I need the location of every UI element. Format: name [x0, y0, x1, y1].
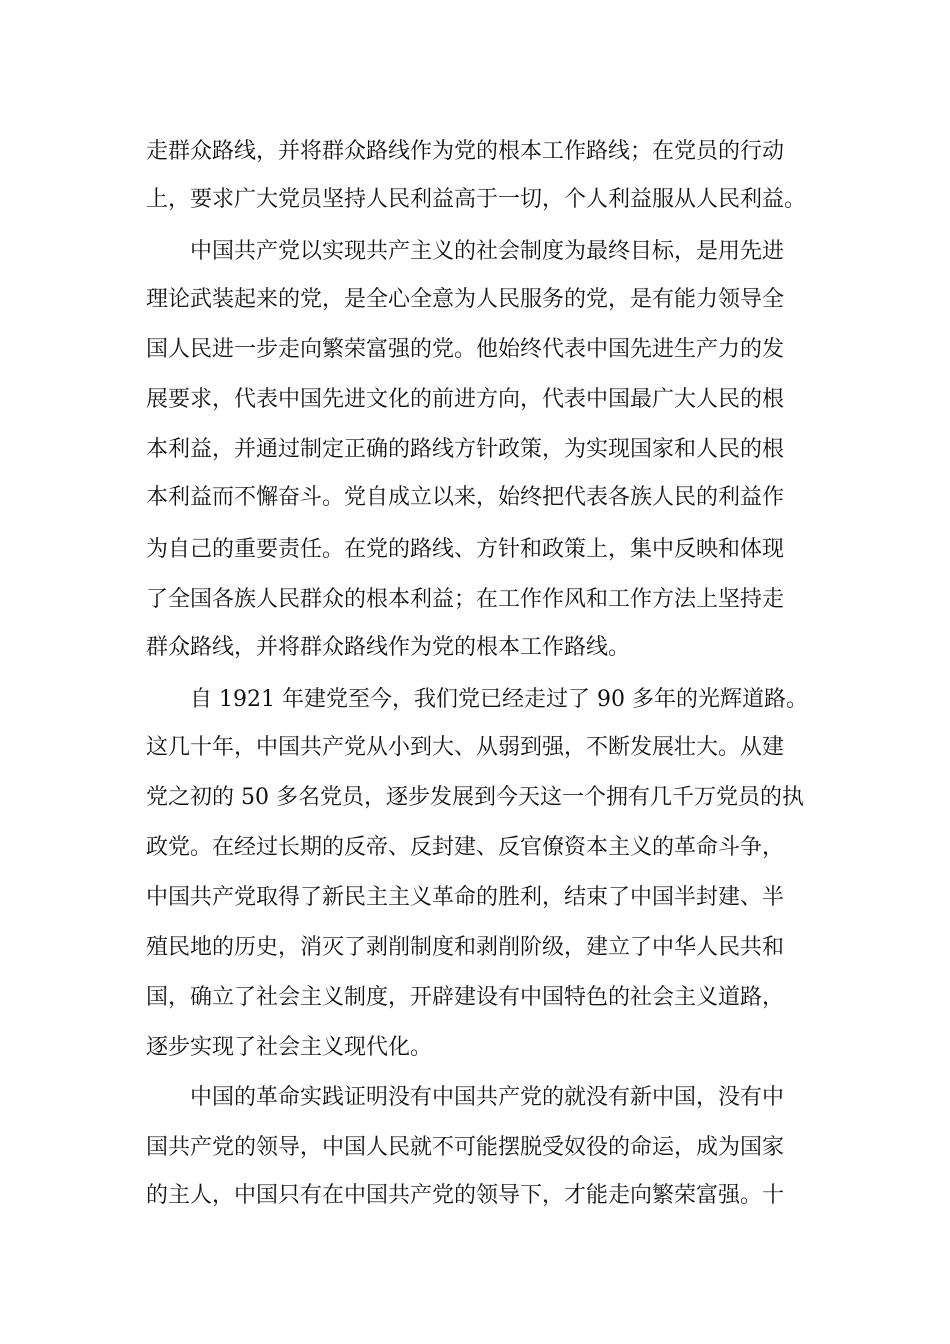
text-line: 中国共产党以实现共产主义的社会制度为最终目标，是用先进 [190, 239, 785, 264]
text-line: 展要求，代表中国先进文化的前进方向，代表中国最广大人民的根 [146, 387, 785, 412]
text-line: 群众路线，并将群众路线作为党的根本工作路线。 [146, 635, 631, 660]
text-line: 殖民地的历史，消灭了剥削制度和剥削阶级，建立了中华人民共和 [146, 935, 785, 960]
text-line: 了全国各族人民群众的根本利益；在工作作风和工作方法上坚持走 [146, 587, 785, 612]
text-line: 上，要求广大党员坚持人民利益高于一切，个人利益服从人民利益。 [146, 187, 807, 212]
text-line: 逐步实现了社会主义现代化。 [146, 1035, 433, 1060]
text-line: 本利益而不懈奋斗。党自成立以来，始终把代表各族人民的利益作 [146, 485, 785, 510]
text-line: 本利益，并通过制定正确的路线方针政策，为实现国家和人民的根 [146, 437, 785, 462]
text-line: 走群众路线，并将群众路线作为党的根本工作路线；在党员的行动 [146, 139, 785, 164]
text-line: 国共产党的领导，中国人民就不可能摆脱受奴役的命运，成为国家 [146, 1135, 785, 1160]
text-line: 国，确立了社会主义制度，开辟建设有中国特色的社会主义道路， [146, 985, 785, 1010]
text-line: 的主人，中国只有在中国共产党的领导下，才能走向繁荣富强。十 [146, 1183, 785, 1208]
text-line: 政党。在经过长期的反帝、反封建、反官僚资本主义的革命斗争， [146, 835, 785, 860]
text-line: 为自己的重要责任。在党的路线、方针和政策上，集中反映和体现 [146, 537, 785, 562]
text-line: 中国共产党取得了新民主主义革命的胜利，结束了中国半封建、半 [146, 885, 785, 910]
text-line: 国人民进一步走向繁荣富强的党。他始终代表中国先进生产力的发 [146, 337, 785, 362]
text-line: 党之初的 50 多名党员，逐步发展到今天这一个拥有几千万党员的执 [146, 785, 804, 810]
text-line: 理论武装起来的党，是全心全意为人民服务的党，是有能力领导全 [146, 287, 785, 312]
text-line: 中国的革命实践证明没有中国共产党的就没有新中国，没有中 [190, 1085, 785, 1110]
text-line: 这几十年，中国共产党从小到大、从弱到强，不断发展壮大。从建 [146, 735, 785, 760]
text-line: 自 1921 年建党至今，我们党已经走过了 90 多年的光辉道路。 [190, 687, 808, 712]
